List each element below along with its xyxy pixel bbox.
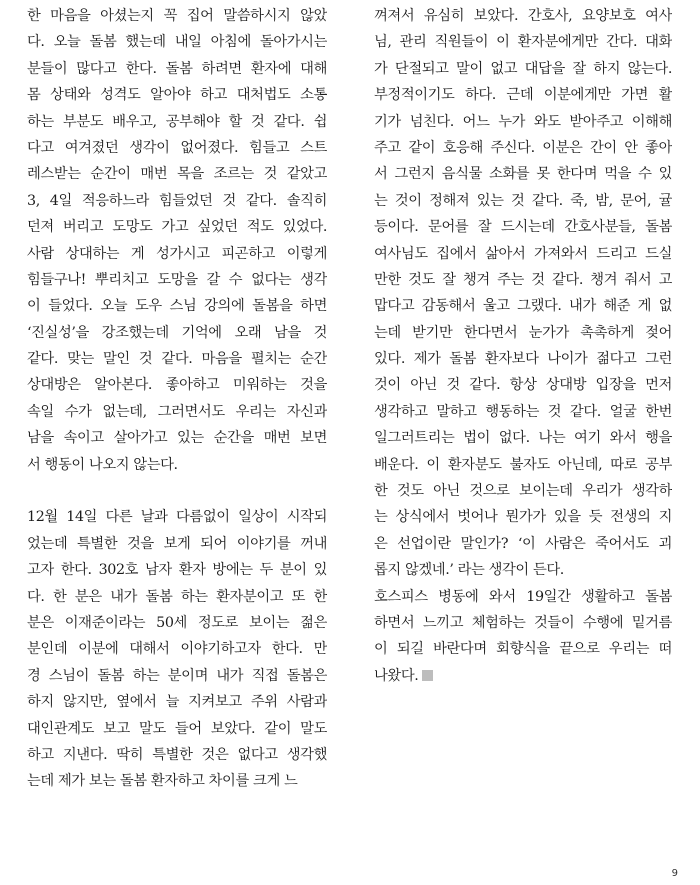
- text-line: 하지 않지만, 옆에서 늘 지켜보고 주위 사람과: [27, 694, 327, 711]
- text-line: 한 것도 아닌 것으로 보이는데 우리가 생각하: [374, 483, 672, 500]
- text-line: 주고 같이 호응해 주신다. 이분은 간이 안 좋아: [374, 139, 672, 156]
- text-line: 는 상식에서 벗어나 뭔가가 있을 듯 전생의 지: [374, 509, 672, 526]
- text-line: 분인데 이분에 대해서 이야기하고자 한다. 만: [27, 641, 327, 658]
- text-line: 하면서 느끼고 체험하는 것들이 수행에 밑거름: [374, 614, 672, 631]
- text-line: 레스받는 순간이 매번 목을 조르는 것 같았고: [27, 166, 327, 183]
- text-line: 있다. 제가 돌봄 환자보다 나이가 젊다고 그런: [374, 351, 672, 368]
- text-line: 3, 4일 적응하느라 힘들었던 것 같다. 솔직히: [27, 192, 327, 209]
- text-line: 님, 관리 직원들이 이 환자분에게만 간다. 대화: [374, 34, 672, 51]
- text-line: ‘진실성’을 강조했는데 기억에 오래 남을 것: [27, 324, 327, 341]
- text-line: 다. 한 분은 내가 돌봄 하는 환자분이고 또 한: [27, 588, 327, 605]
- text-line: 일그러트리는 법이 없다. 나는 여기 와서 행을: [374, 430, 672, 447]
- text-line: 이 되길 바란다며 회향식을 끝으로 우리는 떠: [374, 641, 672, 658]
- text-line: 한 마음을 아셨는지 꼭 집어 말씀하시지 않았: [27, 8, 327, 24]
- text-line: 서 그런지 음식물 소화를 못 한다며 먹을 수 있: [374, 166, 672, 183]
- right-paragraph-1: [374, 3, 672, 584]
- end-of-article-mark: [422, 670, 433, 681]
- left-paragraph-1: [27, 3, 327, 478]
- text-line: 여사님도 집에서 삶아서 가져와서 드리고 드실: [374, 245, 672, 262]
- text-line: 분은 이재준이라는 50세 정도로 보이는 젊은: [27, 614, 327, 631]
- text-line: 다. 오늘 돌봄 했는데 내일 아침에 돌아가시는: [27, 34, 327, 51]
- text-line: 부정적이기도 하다. 근데 이분에게만 가면 활: [374, 87, 672, 104]
- text-line: 사람 상대하는 게 성가시고 피곤하고 이렇게: [27, 245, 327, 262]
- text-line: 나왔다.: [374, 663, 672, 689]
- text-line: 은 선업이란 말인가? ‘이 사람은 죽어서도 괴: [374, 535, 672, 552]
- text-line: 같다. 맞는 말인 것 같다. 마음을 펼치는 순간: [27, 351, 327, 368]
- text-line: 는데 제가 보는 돌봄 환자하고 차이를 크게 느: [27, 773, 298, 790]
- text-line: 상대방은 알아본다. 좋아하고 미워하는 것을: [27, 377, 327, 394]
- text-line: 이 들었다. 오늘 도우 스님 강의에 돌봄을 하면: [27, 298, 327, 315]
- text-line: 다고 여겨졌던 생각이 없어졌다. 힘들고 스트: [27, 139, 327, 156]
- text-line: 만한 것도 잘 챙겨 주는 것 같다. 챙겨 줘서 고: [374, 271, 672, 288]
- text-line: 몸 상태와 성격도 알아야 하고 대처법도 소통: [27, 87, 327, 104]
- text-line: 었는데 특별한 것을 보게 되어 이야기를 꺼내: [27, 535, 327, 552]
- right-column: [374, 3, 672, 689]
- page-number: 9: [671, 868, 678, 879]
- text-line: 대인관계도 보고 말도 들어 보았다. 같이 말도: [27, 720, 327, 737]
- text-line: 고자 한다. 302호 남자 환자 방에는 두 분이 있: [27, 562, 327, 579]
- text-line: 가 단절되고 말이 없고 대답을 잘 하지 않는다.: [374, 60, 672, 77]
- text-line: 경 스님이 돌봄 하는 분이며 내가 직접 돌봄은: [27, 667, 327, 684]
- left-column: [27, 3, 327, 795]
- text-line: 호스피스 병동에 와서 19일간 생활하고 돌봄: [374, 588, 672, 605]
- text-line: 생각하고 말하고 행동하는 것 같다. 얼굴 한번: [374, 403, 672, 420]
- text-line: 롭지 않겠네.’ 라는 생각이 든다.: [374, 562, 564, 579]
- text-line: 힘들구나! 뿌리치고 도망을 갈 수 없다는 생각: [27, 271, 327, 288]
- text-line: 맙다고 감동해서 울고 그랬다. 내가 해준 게 없: [374, 298, 672, 315]
- text-line: 서 행동이 나오지 않는다.: [27, 456, 178, 473]
- paragraph-spacer: [27, 478, 327, 504]
- text-line: 는데 받기만 한다면서 눈가가 촉촉하게 젖어: [374, 324, 672, 341]
- text-line: 속일 수가 없는데, 그러면서도 우리는 자신과: [27, 403, 327, 420]
- text-line: 는 것이 정해져 있는 것 같다. 죽, 밤, 문어, 귤: [374, 192, 672, 209]
- text-line: 하고 지낸다. 딱히 특별한 것은 없다고 생각했: [27, 746, 327, 763]
- text-line: 남을 속이고 살아가고 있는 순간을 매번 보면: [27, 430, 327, 447]
- text-line: 등이다. 문어를 잘 드시는데 간호사분들, 돌봄: [374, 219, 672, 236]
- text-line: 분들이 많다고 한다. 돌봄 하려면 환자에 대해: [27, 60, 327, 77]
- left-paragraph-2: [27, 504, 327, 794]
- text-line: 기가 넘친다. 어느 누가 와도 받아주고 이해해: [374, 113, 672, 130]
- text-line: 12월 14일 다른 날과 다름없이 일상이 시작되: [27, 509, 327, 526]
- text-line: 던져 버리고 도망도 가고 싶었던 적도 있었다.: [27, 219, 327, 236]
- right-paragraph-2: [374, 584, 672, 690]
- text-line: 껴져서 유심히 보았다. 간호사, 요양보호 여사: [374, 8, 672, 24]
- text-line: 배운다. 이 환자분도 불자도 아닌데, 따로 공부: [374, 456, 672, 473]
- text-line: 것이 아닌 것 같다. 항상 상대방 입장을 먼저: [374, 377, 672, 394]
- text-line: 하는 부분도 배우고, 공부해야 할 것 같다. 쉽: [27, 113, 327, 130]
